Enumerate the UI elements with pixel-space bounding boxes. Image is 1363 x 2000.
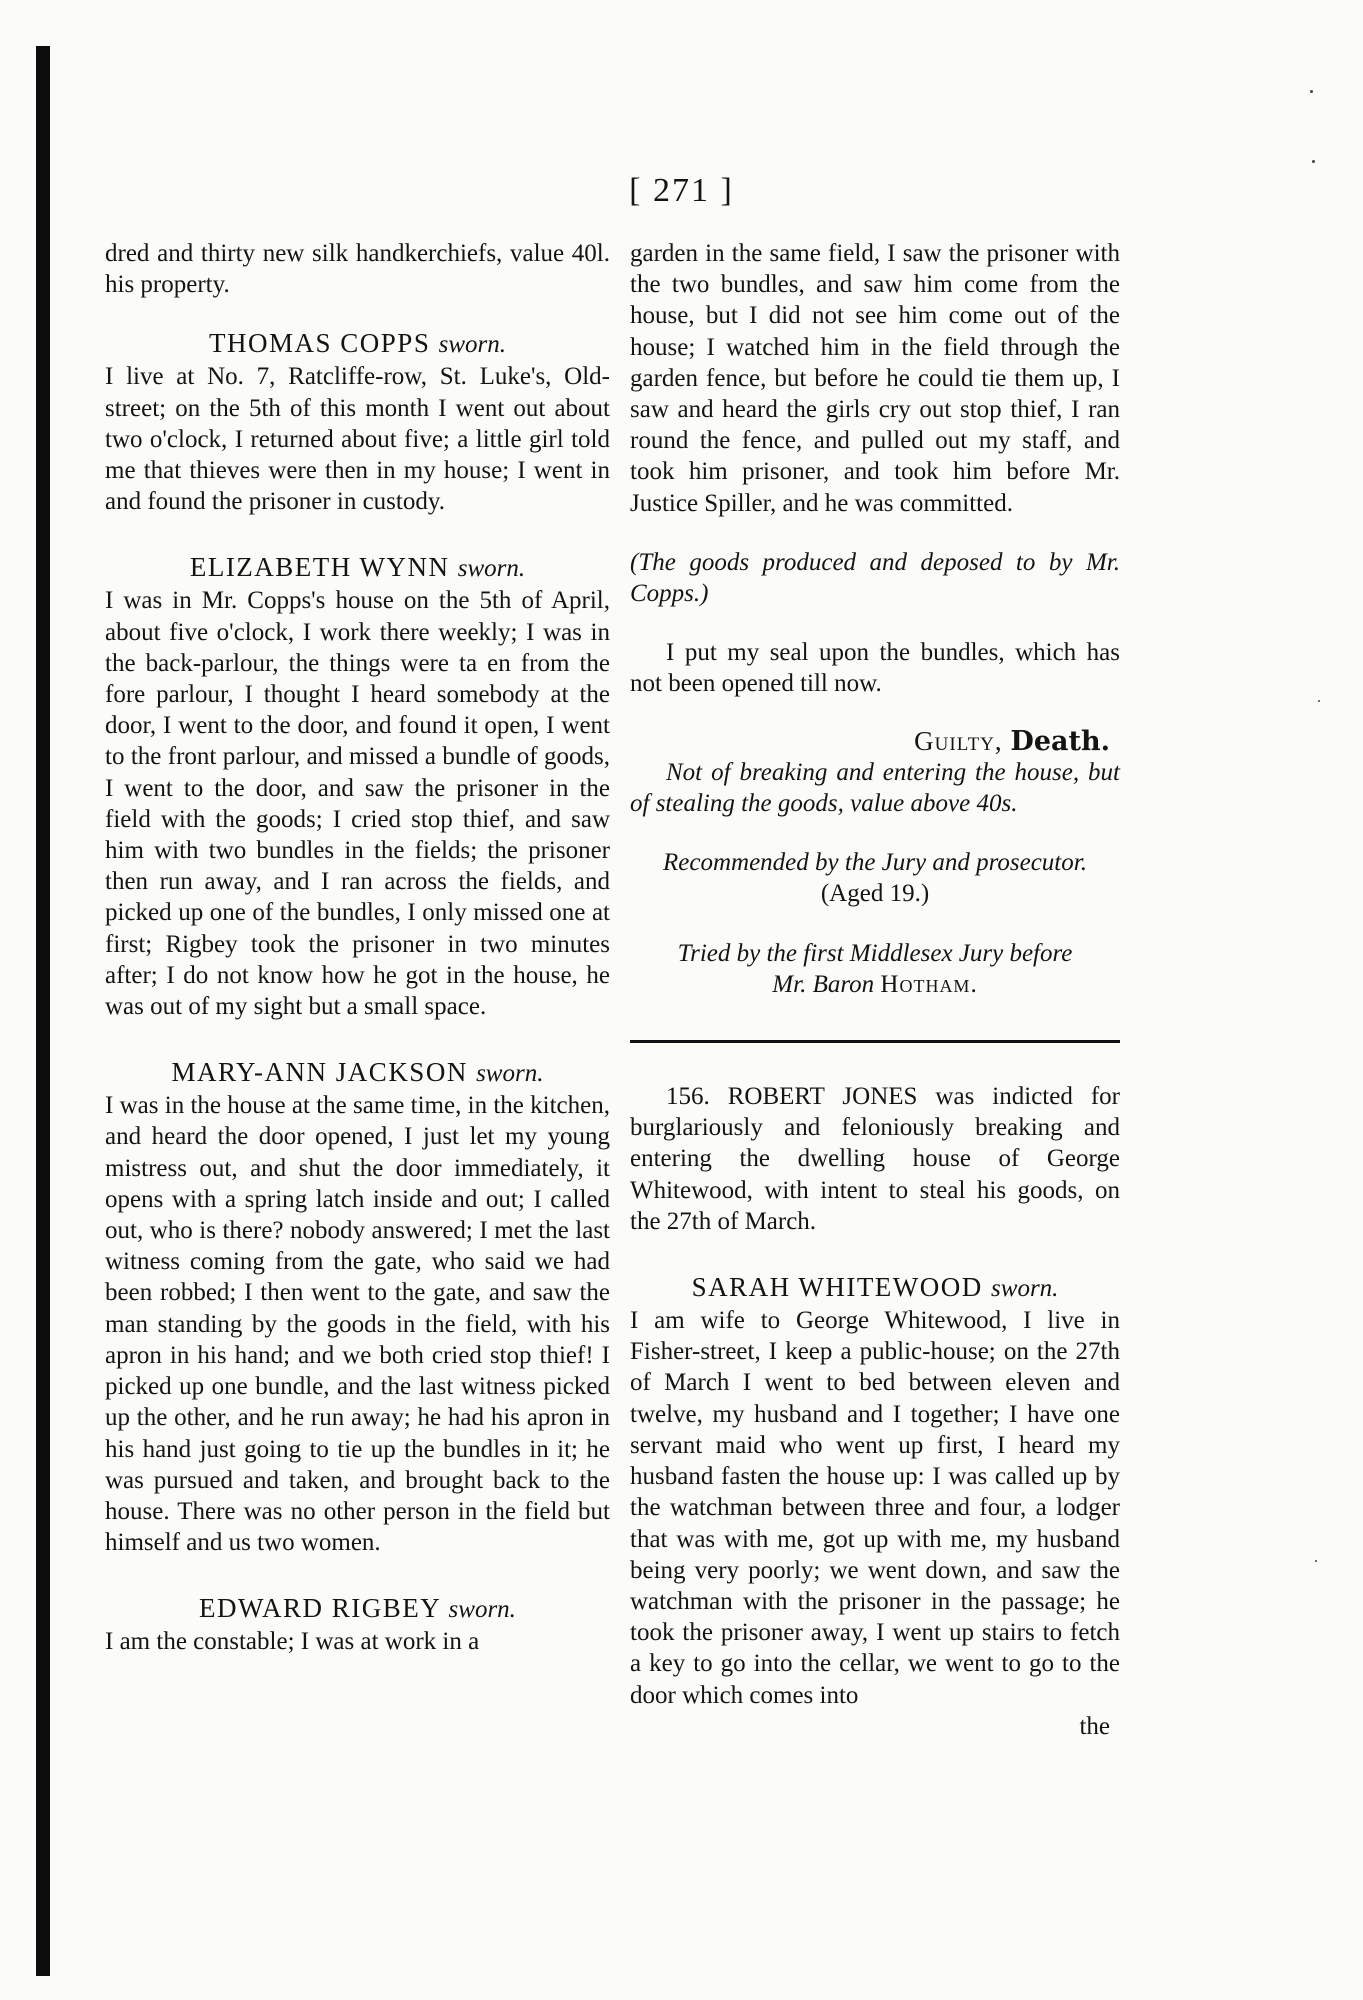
- seal-statement: I put my seal upon the bundles, which has not been opened till now.: [630, 639, 1120, 698]
- witness-name: SARAH WHITEWOOD: [691, 1272, 983, 1303]
- judge-line: [630, 969, 1120, 1000]
- witness-heading-rigbey: [105, 1592, 610, 1626]
- trial-note: Tried by the first Middlesex Jury before: [677, 939, 1073, 967]
- prisoner-age: (Aged 19.): [820, 880, 930, 908]
- paragraph-opening: dred and thirty new silk handkerchiefs, value 40l. his property.: [105, 240, 610, 299]
- verdict-label: Guilty,: [914, 725, 1003, 756]
- verdict-detail: Not of breaking and entering the house, but of stealing the goods, value above 40s.: [630, 758, 1120, 818]
- paper-speck: [1318, 700, 1320, 702]
- section-divider: [630, 1040, 1120, 1043]
- witness-name: THOMAS COPPS: [209, 328, 431, 359]
- sworn-label: sworn.: [438, 331, 506, 359]
- testimony-rigbey-continued: garden in the same field, I saw the prisoner with the two bundles, and saw him come from the house, but I did not see him come out of the house; I watched him in the field through the garden fence, but before he could tie them up, I saw and heard the girls cry out stop thief, I ran round the fence, and pulled out my staff, and took him prisoner, and took him before Mr. Justice Spiller, and he was committed.: [630, 240, 1120, 517]
- sworn-label: sworn.: [457, 555, 526, 583]
- judge-name: Hotham.: [880, 970, 978, 998]
- judge-title: Mr. Baron: [772, 970, 875, 998]
- paper-speck: [1310, 90, 1313, 93]
- sworn-label: sworn.: [991, 1275, 1059, 1303]
- paper-speck: [1312, 160, 1315, 163]
- witness-heading-wynn: [105, 551, 610, 585]
- witness-name: ELIZABETH WYNN: [189, 552, 450, 583]
- witness-heading-whitewood: [630, 1271, 1120, 1305]
- left-column: [105, 238, 610, 1658]
- witness-heading-copps: [105, 327, 610, 361]
- verdict: [630, 726, 1120, 757]
- testimony-wynn: I was in Mr. Copps's house on the 5th of April, about five o'clock, I work there weekly; I was in the back-parlour, the things were ta en from the fore parlour, I thought I heard somebody at the door, I went to the door, and found it open, I went to the front parlour, and missed a bundle of goods, I went to the door, and saw the prisoner in the field with the goods; I cried stop thief, and saw him with two bundles in the fields; the prisoner then run away, and I ran across the fields, and picked up one of the bundles, I only missed one at first; Rigbey took the prisoner in two minutes after; I do not know how he got in the house, he was out of my sight but a small space.: [105, 587, 610, 1021]
- book-binding-edge: [36, 46, 50, 1976]
- testimony-jackson: I was in the house at the same time, in the kitchen, and heard the door opened, I just let my young mistress out, and shut the door immediately, it opens with a spring latch inside and out; I called out, who is there? nobody answered; I met the last witness coming from the gate, who said we had been robbed; I then went to the gate, and saw the man standing by the goods in the field, with his apron in his hand; and we both cried stop thief! I picked up one bundle, and the last witness picked up the other, and he run away; he had his apron in his hand just going to tie up the bundles in it; he was pursued and taken, and brought back to the house. There was no other person in the field but himself and us two women.: [105, 1092, 610, 1557]
- testimony-whitewood: I am wife to George Whitewood, I live in Fisher-street, I keep a public-house; on the 27th of March I went to bed between eleven and twelve, my husband and I together; I have one servant maid who went up first, I heard my husband fasten the house up: I was called up by the watchman between three and four, a lodger that was with me, got up with me, my husband being very poorly; we went down, and saw the watchman with the prisoner in the passage; he took the prisoner away, I went up stairs to fetch a key to go into the cellar, we went to go to the door which comes into: [630, 1307, 1120, 1709]
- witness-name: MARY-ANN JACKSON: [171, 1057, 468, 1088]
- goods-note: (The goods produced and deposed to by Mr. Copps.): [630, 548, 1120, 608]
- sworn-label: sworn.: [448, 1596, 516, 1624]
- catchword: the: [1079, 1712, 1110, 1740]
- witness-name: EDWARD RIGBEY: [199, 1593, 441, 1624]
- witness-heading-jackson: [105, 1056, 610, 1090]
- case-156-indictment: 156. ROBERT JONES was indicted for burglariously and feloniously breaking and entering the dwelling house of George Whitewood, with intent to steal his goods, on the 27th of March.: [630, 1083, 1120, 1235]
- verdict-sentence: Death.: [1010, 725, 1110, 757]
- paper-speck: [1315, 1560, 1317, 1562]
- right-column: [630, 238, 1120, 1742]
- sworn-label: sworn.: [476, 1060, 544, 1088]
- jury-recommendation: Recommended by the Jury and prosecutor.: [663, 849, 1087, 877]
- testimony-rigbey: I am the constable; I was at work in a: [105, 1628, 480, 1656]
- testimony-copps: I live at No. 7, Ratcliffe-row, St. Luke's, Old-street; on the 5th of this month I went out about two o'clock, I returned about five; a little girl told me that thieves were then in my house; I went in and found the prisoner in custody.: [105, 363, 610, 516]
- page-number: [ 271 ]: [629, 172, 734, 209]
